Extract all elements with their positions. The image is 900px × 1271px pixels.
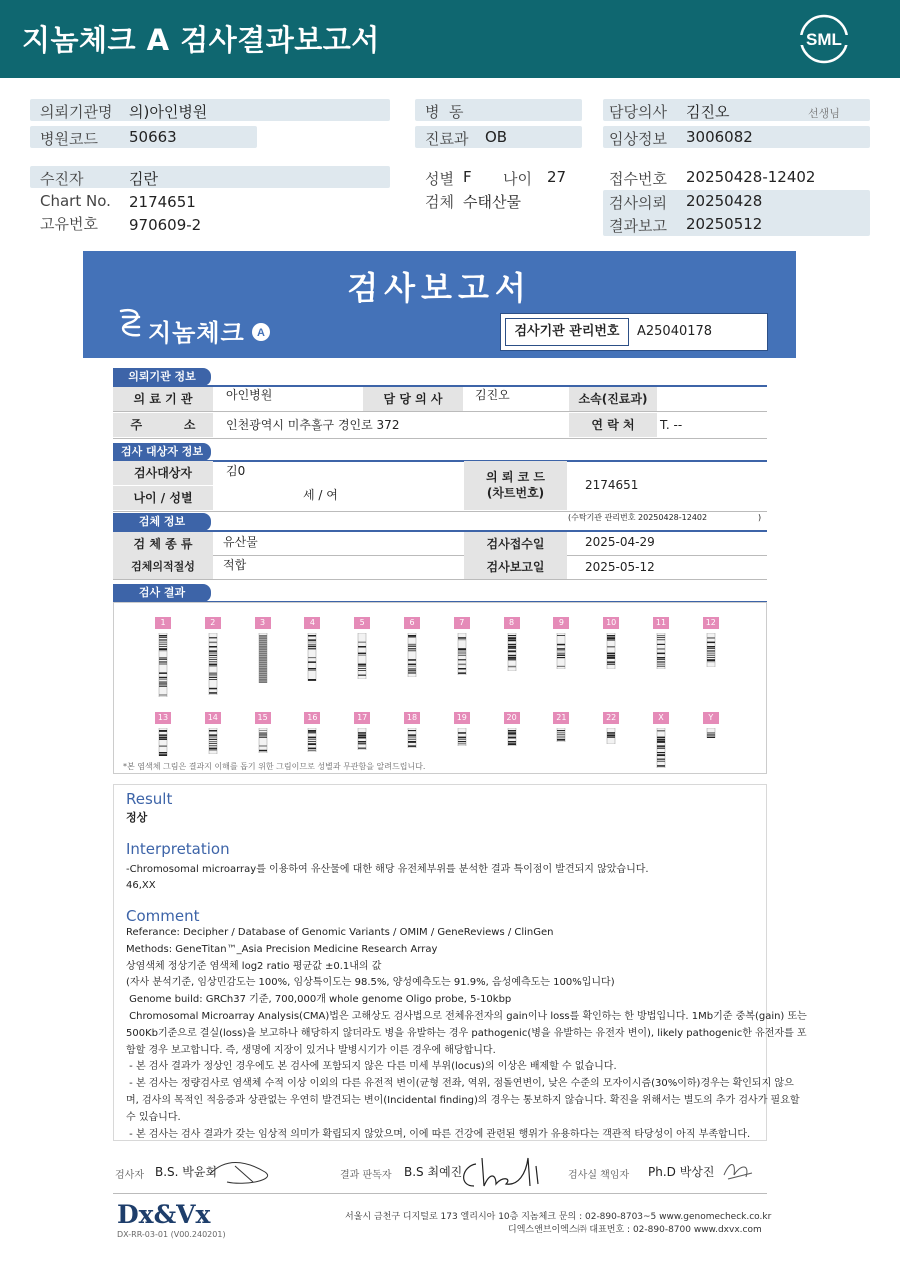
receipt-label: 접수번호 bbox=[609, 170, 667, 188]
comment-line: Methods: GeneTitan™_Asia Precision Medicine Research Array bbox=[126, 943, 438, 955]
contact-label: 연 락 처 bbox=[569, 413, 657, 437]
management-number-value: A25040178 bbox=[637, 324, 713, 339]
chromosome-label: 22 bbox=[603, 712, 619, 724]
receipt-date-value: 2025-04-29 bbox=[585, 535, 655, 549]
inst-value: 아인병원 bbox=[226, 388, 273, 402]
chromosome-label: 1 bbox=[155, 617, 171, 629]
report-title: 검사보고서 bbox=[347, 269, 532, 307]
addr-value: 인천광역시 미추홀구 경인로 372 bbox=[226, 418, 400, 432]
chromosome-ideogram bbox=[656, 728, 666, 768]
chromosome-label: 5 bbox=[354, 617, 370, 629]
adequacy-label: 검체의적절성 bbox=[113, 555, 213, 579]
sex-label: 성별 bbox=[425, 170, 454, 188]
chromosome-label: 21 bbox=[553, 712, 569, 724]
doctor-value: 김진오 bbox=[686, 103, 730, 121]
clinical-label: 임상정보 bbox=[609, 130, 667, 148]
code-label bbox=[464, 461, 567, 510]
section-institution: 의뢰기관 정보 bbox=[113, 368, 211, 386]
adequacy-value: 적합 bbox=[223, 558, 247, 572]
chromosome-label: 9 bbox=[553, 617, 569, 629]
chromosome-label: 8 bbox=[504, 617, 520, 629]
document-code: DX-RR-03-01 (V00.240201) bbox=[117, 1230, 226, 1239]
chart-value: 2174651 bbox=[129, 193, 196, 211]
management-number-box bbox=[500, 313, 768, 351]
comment-line: 수 있습니다. bbox=[126, 1111, 181, 1123]
chart-label: Chart No. bbox=[40, 192, 111, 210]
lead-name: Ph.D 박상진 bbox=[648, 1165, 715, 1179]
code-value: 2174651 bbox=[585, 478, 639, 492]
doc-value: 김진오 bbox=[475, 388, 510, 402]
ward-label: 병 동 bbox=[425, 103, 464, 121]
interpretation-heading: Interpretation bbox=[126, 840, 230, 858]
row-divider bbox=[113, 579, 767, 580]
chromosome-ideogram bbox=[357, 728, 367, 750]
specimen-value: 수태산물 bbox=[463, 193, 521, 211]
affil-label: 소속(진료과) bbox=[569, 387, 657, 411]
doctor-suffix: 선생님 bbox=[808, 107, 840, 120]
address-line1: 서울시 금천구 디지털로 173 엘리시아 10층 지놈체크 문의 : 02-890-8703~5 www.genomecheck.co.kr bbox=[345, 1212, 772, 1222]
lead-label: 검사실 책임자 bbox=[568, 1170, 630, 1181]
request-date-label: 검사의뢰 bbox=[609, 194, 667, 212]
comment-line: Chromosomal Microarray Analysis(CMA)법은 고해상도 검사법으로 전체유전자의 gain이나 loss를 확인하는 한 방법입니다. 1Mb기준 중복(gain) 또는 bbox=[126, 1010, 807, 1022]
chromosome-ideogram bbox=[258, 633, 268, 683]
chromosome-ideogram bbox=[556, 633, 566, 669]
age-label: 나이 bbox=[503, 170, 532, 188]
dept-label: 진료과 bbox=[425, 130, 469, 148]
result-heading: Result bbox=[126, 790, 173, 808]
comment-line: - 본 검사는 검사 결과가 갖는 임상적 의미가 확립되지 않았으며, 이에 따른 건강에 관련된 행위가 유용하다는 객관적 타당성이 아직 부족합니다. bbox=[126, 1128, 751, 1140]
page-title: 지놈체크 A 검사결과보고서 bbox=[22, 23, 380, 57]
doctor-label: 담당의사 bbox=[609, 103, 667, 121]
comment-line: 함할 경우 보고합니다. 즉, 생명에 지장이 있거나 발병시기가 이른 경우에 해당합니다. bbox=[126, 1044, 496, 1056]
chromosome-label: Y bbox=[703, 712, 719, 724]
chromosome-ideogram bbox=[307, 728, 317, 752]
request-date-value: 20250428 bbox=[686, 192, 763, 210]
contact-value: T. -- bbox=[660, 418, 683, 432]
tester-label: 검사자 bbox=[115, 1170, 144, 1181]
comment-line: (자사 분석기준, 임상민감도는 100%, 임상특이도는 98.5%, 양성예측도는 91.9%, 음성예측도는 100%입니다) bbox=[126, 977, 615, 989]
unique-label: 고유번호 bbox=[40, 215, 98, 233]
chromosome-ideogram bbox=[158, 633, 168, 697]
chromosome-ideogram bbox=[407, 728, 417, 748]
agesex-value: 세 / 여 bbox=[303, 488, 338, 502]
management-number-label: 검사기관 관리번호 bbox=[505, 318, 629, 346]
sex-value: F bbox=[463, 168, 472, 186]
comment-line: 500Kb기준으로 결실(loss)을 보고하나 해당하지 않더라도 병을 유발하는 경우 pathogenic(병을 유발하는 유전자 변이), likely pathogenic한 유전자를 포 bbox=[126, 1027, 807, 1039]
chromosome-label: 19 bbox=[454, 712, 470, 724]
sml-logo-text: SML bbox=[806, 30, 842, 49]
dept-value: OB bbox=[485, 128, 508, 146]
chromosome-label: 16 bbox=[304, 712, 320, 724]
spec-type-label: 검 체 종 류 bbox=[113, 532, 213, 556]
judge-label: 결과 판독자 bbox=[340, 1170, 392, 1181]
chromosome-label: 15 bbox=[255, 712, 271, 724]
genomecheck-brand: 지놈체크 bbox=[148, 319, 245, 347]
chromosome-label: 11 bbox=[653, 617, 669, 629]
chromosome-label: 7 bbox=[454, 617, 470, 629]
chromosome-ideogram bbox=[357, 633, 367, 679]
section-subject: 검사 대상자 정보 bbox=[113, 443, 211, 461]
chromosome-label: 12 bbox=[703, 617, 719, 629]
row-divider bbox=[113, 438, 767, 439]
hospital-code-label: 병원코드 bbox=[40, 130, 98, 148]
chromosome-ideogram bbox=[606, 728, 616, 744]
chromosome-ideogram bbox=[158, 728, 168, 756]
tester-name: B.S. 박윤희 bbox=[155, 1165, 218, 1179]
chromosome-label: 13 bbox=[155, 712, 171, 724]
tester-signature-icon bbox=[205, 1152, 285, 1192]
addr-label: 주 소 bbox=[113, 413, 213, 437]
comment-line: - 본 검사는 정량검사로 염색체 수적 이상 이외의 다른 유전적 변이(균형 전좌, 역위, 점돌연변이, 낮은 수준의 모자이시즘(30%이하)경우는 확인되지 않으 bbox=[126, 1078, 794, 1090]
institution-label: 의뢰기관명 bbox=[40, 103, 113, 121]
chromosome-label: 4 bbox=[304, 617, 320, 629]
header-bar bbox=[0, 0, 900, 78]
comment-line: - 본 검사 결과가 정상인 경우에도 본 검사에 포함되지 않은 다른 미세 부위(locus)의 이상은 배제할 수 없습니다. bbox=[126, 1061, 617, 1073]
chromosome-label: 2 bbox=[205, 617, 221, 629]
chromosome-ideogram bbox=[208, 633, 218, 695]
subject-value: 김0 bbox=[226, 464, 246, 478]
hospital-code-value: 50663 bbox=[129, 128, 177, 146]
report-date-value-cell: 2025-05-12 bbox=[585, 560, 655, 574]
report-date-value: 20250512 bbox=[686, 215, 763, 233]
comment-line: Genome build: GRCh37 기준, 700,000개 whole genome Oligo probe, 5-10kbp bbox=[126, 994, 512, 1006]
interpretation-line1: -Chromosomal microarray를 이용하여 유산물에 대한 해당 유전체부위를 분석한 결과 특이점이 발견되지 않았습니다. bbox=[126, 864, 649, 875]
consign-note: (수탁기관 관리번호 20250428-12402 ) bbox=[568, 513, 762, 522]
svg-text:A: A bbox=[257, 327, 265, 339]
chromosome-ideogram bbox=[258, 728, 268, 753]
chromosome-ideogram bbox=[307, 633, 317, 681]
chromosome-ideogram bbox=[606, 633, 616, 669]
chromosome-ideogram bbox=[556, 728, 566, 742]
comment-line: 상염색체 정상기준 염색체 log2 ratio 평균값 ±0.1내의 값 bbox=[126, 960, 382, 972]
chromosome-label: 3 bbox=[255, 617, 271, 629]
footer-divider bbox=[113, 1193, 767, 1194]
chromosome-ideogram bbox=[656, 633, 666, 669]
spec-type-value: 유산물 bbox=[223, 535, 258, 549]
chromosome-ideogram bbox=[457, 728, 467, 746]
chromosome-label: 10 bbox=[603, 617, 619, 629]
report-date-label: 결과보고 bbox=[609, 217, 667, 235]
chromosome-ideogram bbox=[208, 728, 218, 754]
report-header bbox=[83, 251, 796, 358]
chromosome-label: 14 bbox=[205, 712, 221, 724]
institution-value: 의)아인병원 bbox=[129, 103, 208, 121]
agesex-label: 나이 / 성별 bbox=[113, 486, 213, 510]
subject-label: 검사대상자 bbox=[113, 461, 213, 485]
chromosome-label: X bbox=[653, 712, 669, 724]
chromosome-ideogram bbox=[407, 633, 417, 677]
inst-label: 의 료 기 관 bbox=[113, 387, 213, 411]
address-line2: 디엑스앤브이엑스㈜ 대표번호 : 02-890-8700 www.dxvx.com bbox=[508, 1225, 762, 1235]
specimen-label: 검체 bbox=[425, 193, 454, 211]
chromosome-ideogram bbox=[507, 728, 517, 746]
comment-block bbox=[126, 925, 807, 1143]
row-divider bbox=[113, 411, 767, 412]
chromosome-ideogram bbox=[457, 633, 467, 675]
code-label-line1: 의 뢰 코 드 bbox=[486, 470, 545, 484]
patient-pill bbox=[30, 166, 390, 188]
clinical-value: 3006082 bbox=[686, 128, 753, 146]
age-value: 27 bbox=[547, 168, 567, 186]
chromosome-label: 20 bbox=[504, 712, 520, 724]
section-specimen: 검체 정보 bbox=[113, 513, 211, 531]
comment-line: Referance: Decipher / Database of Genomic Variants / OMIM / GeneReviews / ClinGen bbox=[126, 927, 554, 938]
chromosome-ideogram bbox=[706, 633, 716, 667]
judge-signature-icon bbox=[456, 1152, 546, 1192]
result-value: 정상 bbox=[126, 811, 148, 824]
code-label-line2: (차트번호) bbox=[486, 486, 545, 500]
patient-label: 수진자 bbox=[40, 170, 84, 188]
chromosome-ideogram bbox=[706, 728, 716, 738]
section-result: 검사 결과 bbox=[113, 584, 211, 602]
comment-heading: Comment bbox=[126, 907, 200, 925]
dxvx-logo: Dx&Vx bbox=[117, 1200, 211, 1229]
chromosome-label: 6 bbox=[404, 617, 420, 629]
patient-value: 김란 bbox=[129, 170, 158, 188]
sml-logo-icon bbox=[796, 14, 852, 64]
chromosome-label: 17 bbox=[354, 712, 370, 724]
chromosome-label: 18 bbox=[404, 712, 420, 724]
comment-line: 며, 검사의 목적인 적응증과 상관없는 우연히 발견되는 변이(Incidental finding)의 경우는 통보하지 않습니다. 확진을 위해서는 별도의 추가 검사가 필요할 bbox=[126, 1094, 800, 1106]
lead-signature-icon bbox=[720, 1155, 760, 1185]
judge-name: B.S 최예진 bbox=[404, 1165, 463, 1179]
chromosome-ideogram bbox=[507, 633, 517, 671]
receipt-date-label: 검사접수일 bbox=[464, 532, 567, 556]
report-date-label-cell: 검사보고일 bbox=[464, 555, 567, 579]
doc-label: 담 당 의 사 bbox=[363, 387, 463, 411]
unique-value: 970609-2 bbox=[129, 216, 202, 234]
receipt-value: 20250428-12402 bbox=[686, 168, 816, 186]
interpretation-line2: 46,XX bbox=[126, 880, 156, 891]
karyogram-note: *본 염색체 그림은 결과지 이해를 돕기 위한 그림이므로 성별과 무관함을 알려드립니다. bbox=[123, 762, 426, 771]
